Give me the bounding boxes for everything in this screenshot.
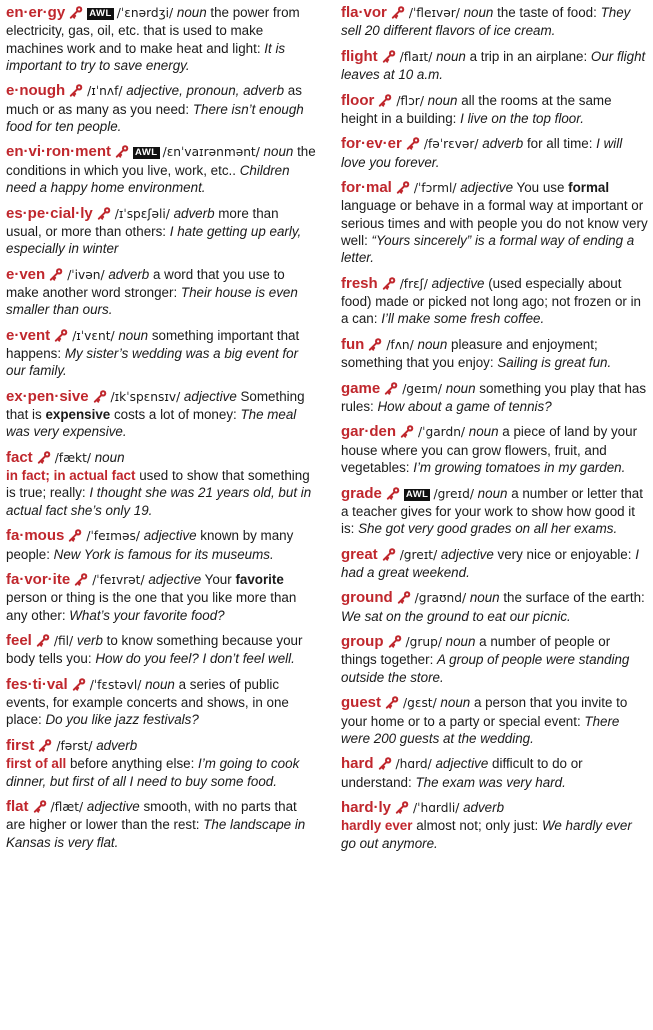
key-icon	[33, 799, 48, 813]
definition: a trip in an airplane:	[465, 48, 591, 64]
headword: gar·den	[341, 423, 397, 441]
entry-first	[6, 737, 316, 790]
key-icon	[72, 677, 87, 691]
example: We hardly ever go out anymore.	[341, 818, 632, 851]
example: New York is famous for its museums.	[53, 546, 274, 562]
pronunciation: /ˈfɛstəvl/	[89, 677, 142, 692]
example: Their house is even smaller than ours.	[6, 284, 298, 318]
bold-term: formal	[568, 180, 610, 196]
part-of-speech: adverb	[463, 800, 505, 816]
pronunciation: /ɪˈvɛnt/	[72, 328, 115, 343]
part-of-speech: noun	[445, 634, 476, 650]
part-of-speech: adjective	[86, 799, 140, 815]
part-of-speech: adverb	[96, 737, 138, 753]
headword: e·ven	[6, 265, 46, 283]
entry-ground	[341, 589, 649, 625]
example: I hate getting up early, especially in winter	[6, 223, 302, 257]
definition: almost not; only just:	[412, 818, 542, 834]
part-of-speech: noun	[427, 92, 458, 108]
definition: very nice or enjoyable:	[493, 546, 636, 562]
key-icon	[38, 738, 53, 752]
part-of-speech: adjective	[183, 388, 237, 404]
headword: hard·ly	[341, 799, 392, 817]
key-icon	[382, 547, 397, 561]
entry-festival	[6, 676, 316, 729]
headword: hard	[341, 755, 374, 773]
part-of-speech: noun	[263, 144, 294, 160]
definition: pleasure and enjoyment; something that you enjoy:	[341, 336, 598, 371]
part-of-speech: adjective	[460, 180, 514, 196]
key-icon	[397, 590, 412, 604]
example: I had a great weekend.	[341, 546, 639, 580]
key-icon	[36, 633, 51, 647]
phrase: hardly ever	[341, 818, 413, 834]
key-icon	[386, 486, 401, 500]
left-column	[6, 4, 316, 859]
phrase: in fact; in actual fact	[6, 468, 136, 484]
entry-event	[6, 327, 316, 380]
example: There were 200 guests at the wedding.	[341, 713, 620, 746]
part-of-speech: noun	[445, 380, 476, 396]
example: I thought she was 21 years old, but in actual fact she’s only 19.	[6, 485, 312, 518]
pronunciation: /fərst/	[56, 738, 93, 753]
entry-floor	[341, 92, 649, 128]
entry-grade	[341, 485, 649, 538]
pronunciation: /ˈfleɪvər/	[408, 6, 460, 20]
entry-hardly	[341, 799, 649, 852]
entry-game	[341, 380, 649, 416]
entry-favorite	[6, 571, 316, 624]
part-of-speech: adjective	[440, 546, 494, 562]
definition: something you play that has rules:	[341, 380, 647, 414]
part-of-speech: noun	[468, 424, 499, 440]
example: Our flight leaves at 10 a.m.	[341, 48, 646, 83]
pronunciation: /flæt/	[50, 800, 84, 815]
headword: es·pe·cial·ly	[6, 204, 93, 222]
example: The meal was very expensive.	[6, 407, 297, 440]
headword: fun	[341, 335, 365, 353]
example: Sailing is great fun.	[497, 355, 612, 371]
pronunciation: /ɪˈspɛʃəli/	[114, 206, 170, 221]
headword: en·er·gy	[6, 4, 66, 21]
part-of-speech: verb	[76, 633, 103, 649]
key-icon	[396, 180, 411, 194]
definition: before anything else:	[66, 756, 199, 772]
example: The landscape in Kansas is very flat.	[6, 817, 306, 850]
right-column	[341, 4, 649, 860]
definition: more than usual, or more than others:	[6, 205, 279, 239]
pronunciation: /ˈgardn/	[418, 425, 466, 440]
entry-great	[341, 546, 649, 582]
headword: flat	[6, 798, 29, 816]
definition: as much or as many as you need:	[6, 83, 302, 117]
pronunciation: /fækt/	[54, 450, 91, 465]
part-of-speech: noun	[145, 676, 175, 692]
key-icon	[391, 5, 406, 19]
awl-badge: AWL	[405, 488, 429, 500]
entry-expensive	[6, 388, 316, 441]
definition: known by many people:	[6, 528, 294, 562]
pronunciation: /hɑrd/	[395, 757, 432, 772]
part-of-speech: noun	[94, 449, 125, 465]
definition: language or behave in a formal way at important or serious times and with people you do not know very well:	[341, 198, 648, 249]
part-of-speech: noun	[118, 327, 149, 343]
key-icon	[37, 450, 52, 464]
example: A group of people were standing outside the store.	[341, 652, 630, 685]
example: My sister’s wedding was a big event for our family.	[6, 345, 299, 379]
example: What’s your favorite food?	[69, 607, 225, 623]
headword: e·vent	[6, 326, 51, 344]
part-of-speech: noun	[436, 48, 466, 64]
part-of-speech: adjective	[148, 572, 202, 587]
entry-fresh	[341, 275, 649, 328]
pronunciation: /ˈfɔrml/	[413, 181, 457, 196]
headword: floor	[341, 91, 375, 109]
headword: feel	[6, 632, 32, 650]
pronunciation: /geɪm/	[402, 381, 443, 396]
key-icon	[97, 206, 112, 220]
example: I’m going to cook dinner, but first of all I need to buy some food.	[6, 756, 300, 789]
pronunciation: /flaɪt/	[399, 49, 433, 64]
pronunciation: /ɪˈnʌf/	[87, 84, 123, 99]
part-of-speech: noun	[477, 485, 508, 501]
headword: fa·vor·ite	[6, 571, 71, 588]
definition: (used especially about food) made or picked not long ago; not frozen or in a can:	[341, 275, 641, 327]
entry-fun	[341, 336, 649, 372]
headword: grade	[341, 484, 382, 502]
definition: all the rooms at the same height in a building:	[341, 92, 612, 126]
pronunciation: /grup/	[405, 635, 442, 650]
definition: the conditions in which you live, work, etc..	[6, 144, 316, 178]
pronunciation: /ˈɛnərdʒi/	[116, 6, 174, 20]
headword: e·nough	[6, 82, 66, 100]
key-icon	[406, 136, 421, 150]
entry-formal	[341, 179, 649, 266]
definition: a word that you use to make another word stronger:	[6, 266, 285, 300]
headword: game	[341, 379, 381, 397]
part-of-speech: adjective	[431, 275, 485, 291]
headword: ground	[341, 589, 393, 607]
pronunciation: /frɛʃ/	[399, 276, 428, 291]
example: I will love you forever.	[341, 136, 623, 170]
key-icon	[382, 276, 397, 290]
definition: the surface of the earth:	[499, 590, 645, 606]
definition: used to show that something is true; really:	[6, 468, 310, 501]
key-icon	[382, 49, 397, 63]
headword: en·vi·ron·ment	[6, 143, 111, 161]
entry-flight	[341, 48, 649, 84]
entry-fact	[6, 449, 316, 519]
part-of-speech: noun	[176, 5, 207, 20]
key-icon	[74, 572, 89, 586]
awl-badge: AWL	[89, 8, 112, 19]
definition: difficult to do or understand:	[341, 756, 583, 790]
key-icon	[385, 695, 400, 709]
phrase: first of all	[6, 756, 67, 772]
pronunciation: /ˈfeɪvrət/	[92, 573, 145, 587]
key-icon	[388, 634, 403, 648]
key-icon	[384, 381, 399, 395]
part-of-speech: noun	[440, 695, 471, 711]
key-icon	[400, 424, 415, 438]
example: She got very good grades on all her exams.	[358, 521, 618, 537]
part-of-speech: adjective, pronoun, adverb	[126, 83, 285, 99]
entry-even	[6, 266, 316, 319]
definition: a number or letter that a teacher gives for your work to show how good it is:	[341, 485, 643, 537]
key-icon	[69, 83, 84, 97]
key-icon	[69, 5, 84, 19]
entry-forever	[341, 135, 649, 171]
pronunciation: /gɛst/	[403, 696, 437, 711]
headword: fa·mous	[6, 527, 65, 545]
definition: something important that happens:	[6, 327, 300, 361]
key-icon	[54, 328, 69, 342]
headword: fes·ti·val	[6, 675, 68, 693]
entry-garden	[341, 423, 649, 476]
pronunciation: /fʌn/	[386, 337, 414, 352]
example: The exam was very hard.	[415, 774, 566, 790]
key-icon	[378, 93, 393, 107]
part-of-speech: adverb	[482, 136, 524, 152]
example: How about a game of tennis?	[377, 398, 552, 414]
definition: person or thing is the one that you like more than any other:	[6, 590, 297, 623]
example: I’ll make some fresh coffee.	[381, 311, 545, 327]
part-of-speech: noun	[463, 5, 494, 20]
awl-badge: AWL	[135, 147, 158, 159]
headword: ex·pen·sive	[6, 387, 89, 405]
pronunciation: /ˈhɑrdli/	[413, 801, 460, 816]
headword: for·ev·er	[341, 135, 402, 153]
entry-guest	[341, 694, 649, 747]
definition: for all time:	[523, 136, 597, 152]
entry-environment	[6, 143, 316, 196]
example: Do you like jazz festivals?	[45, 712, 199, 728]
key-icon	[368, 337, 383, 351]
definition: the power from electricity, gas, oil, etc. that is used to make machines work and to make heat and light:	[6, 5, 300, 56]
definition: a person that you invite to your home or to a party or special event:	[341, 695, 628, 729]
pronunciation: /ɪkˈspɛnsɪv/	[110, 389, 181, 404]
part-of-speech: adverb	[108, 266, 150, 282]
definition: a piece of land by your house where you can grow flowers, fruit, and vegetables:	[341, 424, 638, 476]
definition: Something that is	[6, 388, 305, 423]
entry-flat	[6, 798, 316, 851]
pronunciation: /ˈivən/	[67, 267, 105, 282]
entry-especially	[6, 205, 316, 258]
key-icon	[93, 389, 108, 403]
pronunciation: /flɔr/	[396, 93, 424, 108]
part-of-speech: noun	[417, 336, 448, 352]
key-icon	[395, 800, 410, 814]
part-of-speech: adjective	[143, 528, 197, 544]
headword: group	[341, 633, 384, 651]
example: I live on the top floor.	[460, 110, 584, 126]
entry-energy	[6, 4, 316, 74]
entry-hard	[341, 755, 649, 791]
headword: great	[341, 545, 378, 563]
example: How do you feel? I don’t feel well.	[95, 651, 295, 667]
entry-flavor	[341, 4, 649, 40]
key-icon	[115, 144, 130, 158]
example: I’m growing tomatoes in my garden.	[413, 460, 626, 476]
pronunciation: /graʊnd/	[414, 591, 467, 606]
definition: the taste of food:	[493, 5, 601, 20]
headword: flight	[341, 47, 378, 65]
entry-feel	[6, 632, 316, 668]
part-of-speech: adjective	[435, 756, 489, 772]
example: It is important to try to save energy.	[6, 40, 286, 73]
part-of-speech: noun	[469, 590, 500, 606]
definition: You use	[513, 180, 569, 196]
example: We sat on the ground to eat our picnic.	[341, 608, 571, 624]
entry-enough	[6, 82, 316, 135]
part-of-speech: adverb	[173, 205, 215, 221]
pronunciation: /greɪd/	[433, 486, 474, 501]
headword: for·mal	[341, 179, 392, 197]
example: “Yours sincerely” is a formal way of ending a letter.	[341, 233, 635, 266]
example: There isn’t enough food for ten people.	[6, 101, 304, 134]
definition: Your	[201, 572, 236, 587]
pronunciation: /ˈfeɪməs/	[86, 529, 140, 544]
headword: fresh	[341, 274, 378, 292]
example: Children need a happy home environment.	[6, 162, 290, 196]
pronunciation: /fəˈrɛvər/	[423, 137, 479, 152]
pronunciation: /ɛnˈvaɪrənmənt/	[162, 145, 260, 160]
example: They sell 20 different flavors of ice cream.	[341, 5, 631, 39]
definition: costs a lot of money:	[110, 407, 241, 423]
pronunciation: /fil/	[53, 634, 74, 649]
definition: smooth, with no parts that are higher or lower than the rest:	[6, 799, 297, 833]
bold-term: expensive	[45, 407, 111, 423]
headword: guest	[341, 694, 382, 712]
definition: a series of public events, for example concerts and shows, in one place:	[6, 676, 289, 728]
entry-famous	[6, 527, 316, 563]
headword: fla·vor	[341, 4, 387, 21]
key-icon	[378, 756, 393, 770]
key-icon	[49, 267, 64, 281]
definition: to know something because your body tells you:	[6, 633, 303, 667]
pronunciation: /greɪt/	[399, 547, 438, 562]
definition: a number of people or things together:	[341, 634, 611, 668]
entry-group	[341, 633, 649, 686]
bold-term: favorite	[235, 572, 284, 587]
headword: fact	[6, 448, 33, 466]
key-icon	[68, 528, 83, 542]
headword: first	[6, 736, 35, 754]
